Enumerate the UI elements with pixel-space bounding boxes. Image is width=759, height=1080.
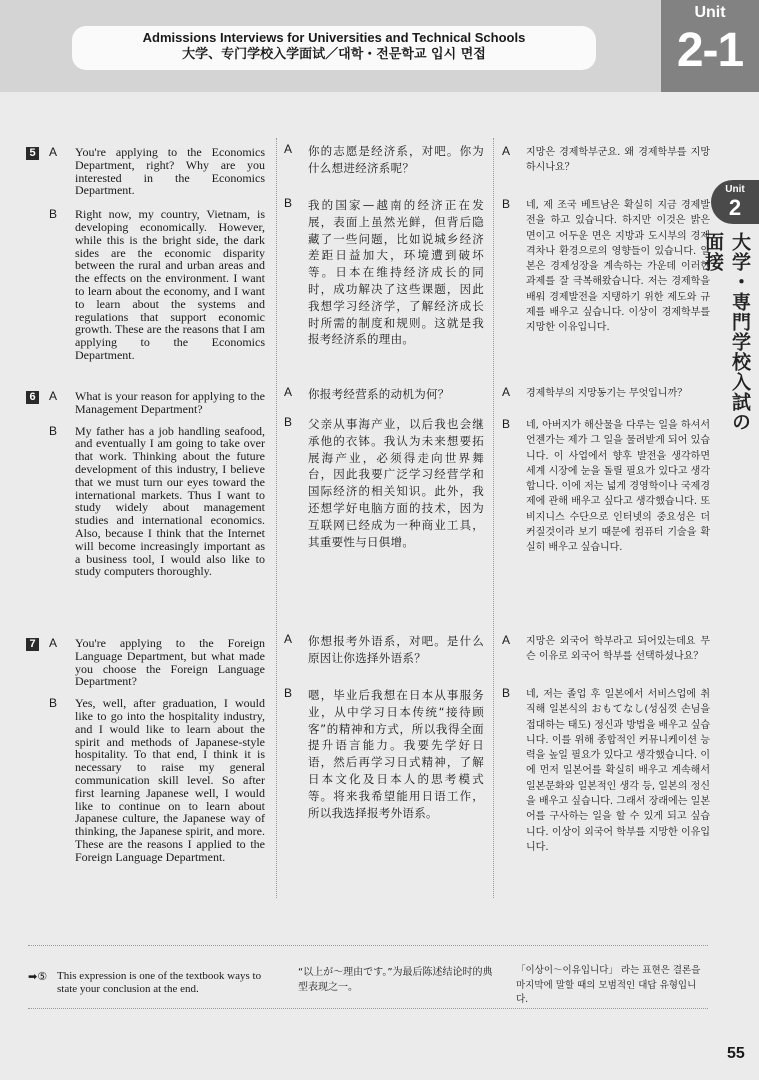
korean-text: 네, 아버지가 해산물을 다루는 일을 하셔서 언젠가는 제가 그 일을 물려받게 되어 있습니다. 이 사업에서 향후 발전을 생각하면 세계 시장에 눈을 돌릴 필요가 있다고 생각합니다. 이에 저는 넓게 경영학이나 국제경제에 관해 배우고 싶다고 생각했습니다. 또 비지니스 수단으로 인터넷의 중요성은 더 커질것이라 보기 때문에 컴퓨터 기술을 확실히 배우고 싶습니다. xyxy=(526,420,710,554)
title-english: Admissions Interviews for Universities and Technical Schools xyxy=(142,30,526,45)
speaker-a: A xyxy=(284,142,293,156)
speaker-a: A xyxy=(49,145,58,159)
line-a xyxy=(284,386,484,416)
title-chinese-korean: 大学、专门学校入学面试／대학・전문학교 입시 면접 xyxy=(182,47,486,62)
speaker-a: A xyxy=(49,636,58,650)
speaker-b: B xyxy=(284,196,293,210)
korean-column-7 xyxy=(502,634,710,855)
unit-badge xyxy=(661,0,759,92)
chinese-text: 父亲从事海产业，以后我也会继承他的衣钵。我认为未来想要拓展海产业，必须得走向世界舞台，因此我要广泛学习经营学和国际经济的相关知识。此外，我还想学好电脑方面的技术，因为互联网已经成为一种商业工具，其重要性与日俱增。 xyxy=(308,417,484,549)
line-b xyxy=(49,425,265,579)
chinese-text: 你报考经营系的动机为何？ xyxy=(308,387,450,401)
speaker-b: B xyxy=(49,696,58,711)
speaker-b: B xyxy=(502,686,511,700)
speaker-b: B xyxy=(502,417,511,431)
english-text: You're applying to the Economics Department, right? Why are you interested in the Economics Department. xyxy=(75,145,265,198)
korean-text: 경제학부의 지망동기는 무엇입니까？ xyxy=(526,388,688,399)
line-b xyxy=(284,687,484,821)
speaker-a: A xyxy=(502,633,511,647)
speaker-b: B xyxy=(49,423,58,438)
line-a xyxy=(49,146,265,197)
footnote-english: This expression is one of the textbook ways to state your conclusion at the end. xyxy=(57,970,262,995)
column-divider-1 xyxy=(276,138,277,898)
speaker-a: A xyxy=(49,389,58,403)
english-column-6 xyxy=(49,390,265,578)
speaker-b: B xyxy=(502,197,511,211)
speaker-a: A xyxy=(502,144,511,158)
unit-number: 2-1 xyxy=(676,24,744,77)
dialogue-number-6: 6 xyxy=(26,391,39,404)
line-b xyxy=(49,697,265,863)
english-text: What is your reason for applying to the Management Department? xyxy=(75,389,265,416)
chinese-column-5 xyxy=(284,143,484,348)
title-banner xyxy=(72,26,596,70)
speaker-a: A xyxy=(502,385,511,399)
line-a xyxy=(502,145,710,198)
line-a xyxy=(502,634,710,687)
line-b xyxy=(284,197,484,348)
dialogue-number-7: 7 xyxy=(26,638,39,651)
line-b xyxy=(49,208,265,362)
english-text: You're applying to the Foreign Language Department, but what made you choose the Foreign Language Department? xyxy=(75,636,265,689)
line-b xyxy=(502,687,710,855)
chinese-column-7 xyxy=(284,633,484,821)
korean-column-5 xyxy=(502,145,710,336)
side-unit-tab xyxy=(711,180,759,224)
korean-text: 네, 저는 졸업 후 일본에서 서비스업에 취직해 일본식의 おもてなし(성심껏 손님을 접대하는 태도) 정신과 방법을 배우고 싶습니다. 이를 위해 종합적인 커뮤니케이션 능력을 높일 필요가 있다고 생각했습니다. 이에 먼저 일본어를 확실히 배우고 계속해서 일본문화와 일본적인 생각 등, 일본의 정신을 배우고 싶습니다. 그래서 장래에는 일본어를 구사하는 일을 할 수 있게 되고 싶습니다. 이상이 외국어 학부를 지망한 이유입니다. xyxy=(526,689,711,853)
speaker-b: B xyxy=(49,207,58,222)
page-header xyxy=(0,0,759,92)
chinese-column-6 xyxy=(284,386,484,550)
line-a xyxy=(49,390,265,416)
unit-word: Unit xyxy=(694,4,726,21)
column-divider-2 xyxy=(493,138,494,898)
speaker-a: A xyxy=(284,632,293,646)
korean-text: 지망은 외국어 학부라고 되어있는데요 무슨 이유로 외국어 학부를 선택하셨나요？ xyxy=(526,636,710,663)
speaker-b: B xyxy=(284,415,293,429)
page-number: 55 xyxy=(727,1045,745,1062)
line-b xyxy=(284,416,484,550)
line-a xyxy=(49,637,265,688)
footnote-divider xyxy=(28,945,708,946)
line-b xyxy=(502,198,710,336)
line-a xyxy=(284,633,484,687)
speaker-a: A xyxy=(284,385,293,399)
line-b xyxy=(502,418,710,556)
english-column-7 xyxy=(49,637,265,864)
footnote-bottom-divider xyxy=(28,1008,708,1009)
korean-text: 지망은 경제학부군요. 왜 경제학부를 지망하시나요？ xyxy=(526,147,710,174)
chinese-text: 嗯，毕业后我想在日本从事服务业，从中学习日本传统“接待顾客”的精神和方式，所以我得全面提升语言能力。我要先学好日语，然后再学习日式精神，了解日本文化及日本人的思考模式等。将来我希望能用日语工作，所以我选择报考外语系。 xyxy=(308,688,484,820)
side-unit-word: Unit xyxy=(725,184,745,195)
speaker-b: B xyxy=(284,686,293,700)
english-text: My father has a job handling seafood, and eventually I am going to take over that work. Thinking about the future development of this industry, I believe that we must turn our eyes toward the international markets. Thus I want to study widely about management studies and international economics. Also, because I think that the Internet will become increasingly important as a business tool, I would also like to study computers thoroughly. xyxy=(75,423,265,579)
korean-column-6 xyxy=(502,386,710,556)
footnote-marker: ➡⑤ xyxy=(28,970,48,983)
english-column-5 xyxy=(49,146,265,362)
korean-text: 네, 제 조국 베트남은 확실히 지금 경제발전을 하고 있습니다. 하지만 이것은 밝은 면이고 어두운 면은 지방과 도시부의 경제격차나 환경으로의 영향들이 있습니다. 일본은 경제성장을 계속하는 가운데 이러한 과제를 잘 극복해왔습니다. 저는 경제학을 배워 경제발전을 지탱하기 위한 제도와 규제를 배우고 싶습니다. 이상이 경제학부를 지망한 이유입니다. xyxy=(526,200,710,334)
line-a xyxy=(284,143,484,197)
english-text: Right now, my country, Vietnam, is developing economically. However, while this is the bright side, the dark sides are the economic disparity between the rural and urban areas and the effects on the environment. I want to learn about the economy, and I want to learn about the systems and regulations that support economic growth. These are the reasons that I am applying to the Economics Department. xyxy=(75,207,265,362)
footnote-chinese: “以上が～理由です。”为最后陈述结论时的典型表现之一。 xyxy=(298,967,493,993)
chinese-text: 你想报考外语系，对吧。是什么原因让你选择外语系？ xyxy=(308,634,484,665)
side-vertical-title: 大学・専門学校入試の面接 xyxy=(702,232,751,432)
line-a xyxy=(502,386,710,418)
chinese-text: 我的国家—越南的经济正在发展，表面上虽然光鲜，但背后隐藏了一些问题，比如说城乡经济差距日益加大，环境遭到破坏等。日本在维持经济成长的同时，成功解决了这些课题，因此我想学习经济学，了解经济成长时所需的制度和规则。这就是我报考经济系的理由。 xyxy=(308,198,484,347)
english-text: Yes, well, after graduation, I would like to go into the hospitality industry, and I would like to learn about the spirit and methods of Japanese-style hospitality. To that end, I think it is necessary to raise my general communication skill level. So after first learning Japanese well, I would like to continue on to learn about Japanese culture, the Japanese way of thinking, the Japanese spirit, and more. These are the reasons I applied to the Foreign Language Department. xyxy=(75,696,265,864)
dialogue-number-5: 5 xyxy=(26,147,39,160)
side-unit-number: 2 xyxy=(728,195,742,220)
footnote-korean: 「이상이～이유입니다」 라는 표현은 결론을 마지막에 말할 때의 모범적인 대답 유형입니다. xyxy=(516,965,701,1005)
chinese-text: 你的志愿是经济系，对吧。你为什么想进经济系呢？ xyxy=(308,144,484,175)
